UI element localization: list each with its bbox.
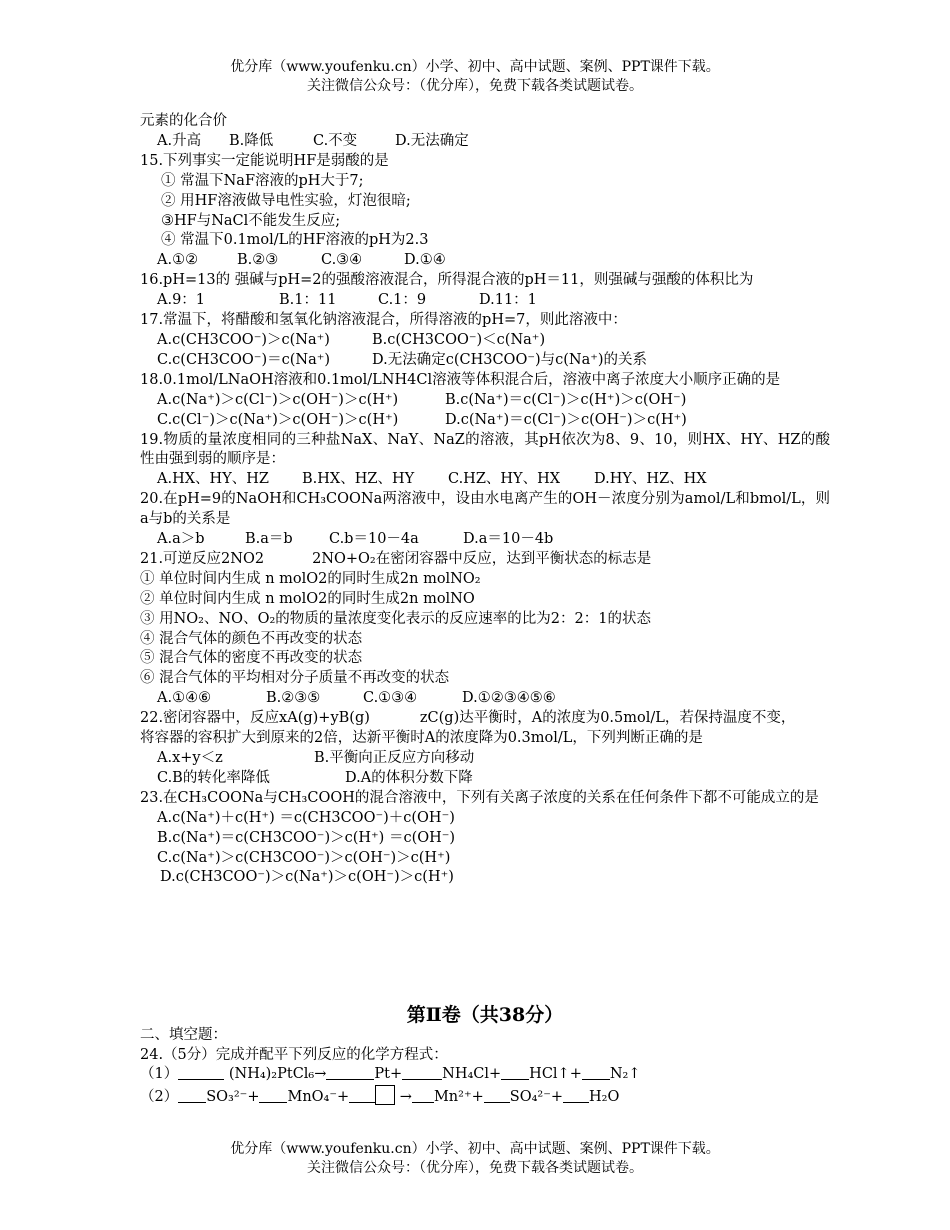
blank — [582, 1065, 610, 1080]
page-header — [0, 58, 950, 96]
question-22-cont: 将容器的容积扩大到原来的2倍，达新平衡时A的浓度降为0.3mol/L，下列判断正确的是 — [140, 730, 703, 747]
footer-line-2: 关注微信公众号：（优分库），免费下载各类试题试卷。 — [307, 1160, 643, 1176]
options-q21: A.①④⑥ B.②③⑤ C.①③④ D.①②③④⑤⑥ — [157, 690, 556, 707]
question-24: 24.（5分）完成并配平下列反应的化学方程式： — [140, 1046, 448, 1063]
blank — [326, 1065, 374, 1080]
statement: ⑤ 混合气体的密度不再改变的状态 — [140, 650, 363, 667]
blank — [563, 1088, 589, 1103]
question-18: 18.0.1mol/LNaOH溶液和0.1mol/LNH4Cl溶液等体积混合后，溶液中离子浓度大小顺序正确的是 — [140, 371, 781, 388]
statement: ② 单位时间内生成 n molO2的同时生成2n molNO — [140, 590, 475, 607]
equation-1: （1） (NH₄)₂PtCl₆→ Pt+ NH₄Cl+ HCl↑+ N₂↑ — [140, 1066, 641, 1082]
options-q20: A.a＞b B.a＝b C.b＝10－4a D.a＝10－4b — [157, 531, 554, 548]
blank — [349, 1088, 375, 1103]
blank — [484, 1088, 510, 1103]
question-19: 19.物质的量浓度相同的三种盐NaX、NaY、NaZ的溶液，其pH依次为8、9、10，则HX、HY、HZ的酸性由强到弱的顺序是： — [140, 431, 830, 468]
option: A.c(Na⁺)＋c(H⁺) ＝c(CH3COO⁻)＋c(OH⁻) — [157, 809, 455, 826]
header-line-1: 优分库（www.youfenku.cn）小学、初中、高中试题、案例、PPT课件下载。 — [230, 59, 720, 75]
section-heading: 二、填空题： — [140, 1027, 227, 1043]
statement: ① 常温下NaF溶液的pH大于7; — [161, 172, 364, 189]
options-q17-ab: A.c(CH3COO⁻)＞c(Na⁺) B.c(CH3COO⁻)＜c(Na⁺) — [157, 331, 546, 348]
question-16: 16.pH=13的 强碱与pH=2的强酸溶液混合，所得混合液的pH＝11，则强碱与强酸的体积比为 — [140, 272, 754, 289]
blank — [402, 1065, 442, 1080]
equation-2: （2） SO₃²⁻+ MnO₄⁻+ → Mn²⁺+ SO₄²⁻+ H₂O — [140, 1085, 830, 1108]
option: B.c(Na⁺)＝c(CH3COO⁻)＞c(H⁺) ＝c(OH⁻) — [157, 829, 456, 846]
question-22: 22.密闭容器中，反应xA(g)+yB(g) zC(g)达平衡时，A的浓度为0.5mol/L，若保持温度不变， — [140, 710, 796, 727]
questions-part-1 — [140, 112, 830, 888]
question-17: 17.常温下，将醋酸和氢氧化钠溶液混合，所得溶液的pH=7，则此溶液中： — [140, 312, 627, 329]
option: C.c(Na⁺)＞c(CH3COO⁻)＞c(OH⁻)＞c(H⁺) — [157, 849, 451, 866]
statement: ⑥ 混合气体的平均相对分子质量不再改变的状态 — [140, 670, 450, 687]
header-line-2: 关注微信公众号：（优分库），免费下载各类试题试卷。 — [307, 78, 643, 94]
section-title: 第Ⅱ卷（共38分） — [406, 1004, 564, 1026]
page-footer — [0, 1140, 950, 1178]
statement: ① 单位时间内生成 n molO2的同时生成2n molNO₂ — [140, 570, 481, 587]
option: D.c(CH3COO⁻)＞c(Na⁺)＞c(OH⁻)＞c(H⁺) — [160, 869, 454, 886]
options-q16: A.9：1 B.1：11 C.1：9 D.11：1 — [157, 292, 537, 309]
blank — [501, 1065, 529, 1080]
options-q22-cd: C.B的转化率降低 D.A的体积分数下降 — [157, 769, 473, 786]
options-q17-cd: C.c(CH3COO⁻)＝c(Na⁺) D.无法确定c(CH3COO⁻)与c(Na⁺)的关系 — [157, 351, 648, 368]
options-q15: A.①② B.②③ C.③④ D.①④ — [157, 252, 446, 269]
options-q18-ab: A.c(Na⁺)＞c(Cl⁻)＞c(OH⁻)＞c(H⁺) B.c(Na⁺)＝c(Cl⁻)＞c(H⁺)＞c(OH⁻) — [157, 391, 687, 408]
statement: ④ 混合气体的颜色不再改变的状态 — [140, 630, 363, 647]
question-20: 20.在pH=9的NaOH和CH₃COONa两溶液中，设由水电离产生的OH－浓度分别为amol/L和bmol/L，则a与b的关系是 — [140, 491, 830, 528]
questions-part-2 — [140, 1026, 830, 1107]
statement: ② 用HF溶液做导电性实验，灯泡很暗; — [161, 192, 411, 209]
options-q14: A.升高 B.降低 C.不变 D.无法确定 — [157, 132, 469, 149]
statement: ④ 常温下0.1mol/L的HF溶液的pH为2.3 — [161, 232, 429, 249]
statement: ③HF与NaCl不能发生反应; — [161, 212, 341, 229]
options-q22-ab: A.x+y＜z B.平衡向正反应方向移动 — [157, 750, 475, 766]
options-q19: A.HX、HY、HZ B.HX、HZ、HY C.HZ、HY、HX D.HY、HZ、HX — [157, 471, 707, 488]
blank — [412, 1088, 434, 1103]
text-line: 元素的化合价 — [140, 113, 227, 129]
options-q18-cd: C.c(Cl⁻)＞c(Na⁺)＞c(OH⁻)＞c(H⁺) D.c(Na⁺)＝c(Cl⁻)＞c(OH⁻)＞c(H⁺) — [157, 411, 687, 428]
blank — [178, 1065, 224, 1080]
question-15: 15.下列事实一定能说明HF是弱酸的是 — [140, 152, 389, 169]
blank — [259, 1088, 287, 1103]
answer-box — [375, 1085, 395, 1105]
statement: ③ 用NO₂、NO、O₂的物质的量浓度变化表示的反应速率的比为2：2：1的状态 — [140, 610, 651, 627]
question-23: 23.在CH₃COONa与CH₃COOH的混合溶液中，下列有关离子浓度的关系在任何条件下都不可能成立的是 — [140, 789, 819, 806]
question-21: 21.可逆反应2NO2 2NO+O₂在密闭容器中反应，达到平衡状态的标志是 — [140, 550, 652, 567]
blank — [178, 1088, 206, 1103]
footer-line-1: 优分库（www.youfenku.cn）小学、初中、高中试题、案例、PPT课件下载。 — [230, 1141, 720, 1157]
